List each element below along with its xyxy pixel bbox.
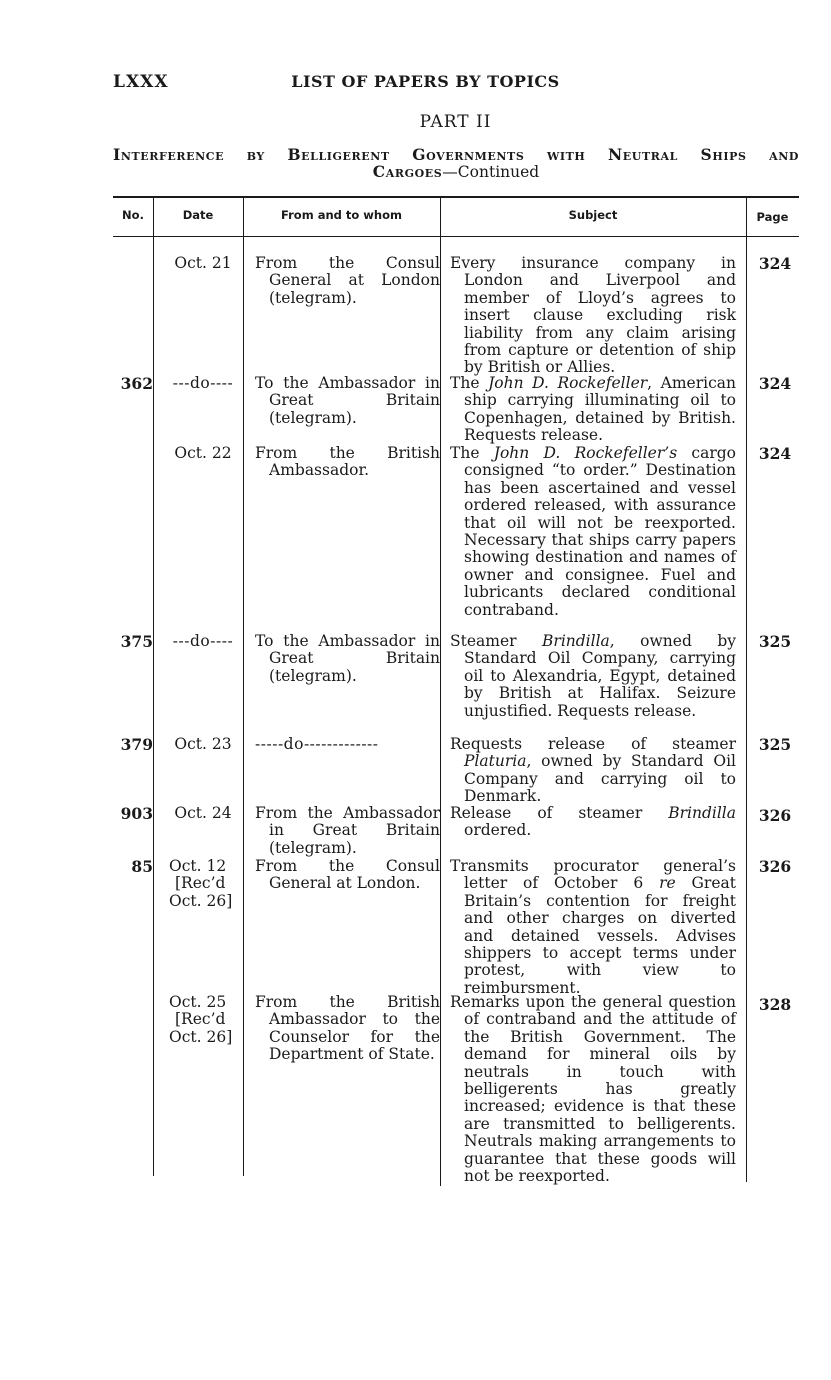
section-title bbox=[113, 146, 799, 181]
ship-name: John D. Rockefeller bbox=[488, 374, 648, 392]
subject-text: Transmits procurator general’s letter of October 6 bbox=[450, 857, 736, 893]
subject-text: Great Britain’s contention for freight and other charges on diverted and detained vessels. Advises shippers to accept terms under protest, with view to reimbursment. bbox=[464, 874, 736, 997]
date-line: Oct. 25 bbox=[169, 993, 227, 1011]
table-header-rule bbox=[113, 236, 799, 237]
row-subject bbox=[450, 736, 736, 806]
row-from: From the British Ambassador to the Counselor for the Department of State. bbox=[255, 993, 440, 1064]
ship-name: John D. Rockefeller’s bbox=[493, 444, 678, 462]
column-divider-2 bbox=[243, 196, 244, 1176]
date-received-line: Oct. 26] bbox=[169, 891, 233, 910]
row-date: Oct. 22 bbox=[174, 444, 232, 462]
row-date: Oct. 24 bbox=[174, 804, 232, 822]
date-received-line: Oct. 26] bbox=[169, 1027, 233, 1046]
row-page: 326 bbox=[758, 857, 792, 876]
subject-text: , owned by Standard Oil Company and carrying oil to Denmark. bbox=[464, 752, 736, 806]
subject-text: Steamer bbox=[450, 632, 543, 650]
row-number: 903 bbox=[120, 804, 153, 823]
column-header-date: Date bbox=[182, 208, 214, 222]
latin-term: re bbox=[659, 874, 676, 893]
subject-text: , owned by Standard Oil Company, carrying oil to Alexandria, Egypt, detained by British at Halifax. Seizure unjustified. Requests release. bbox=[464, 632, 737, 720]
subject-text: Requests release of steamer bbox=[450, 735, 736, 753]
row-date: Oct. 21 bbox=[174, 254, 232, 272]
row-subject bbox=[450, 633, 736, 720]
row-page: 324 bbox=[758, 374, 792, 393]
row-page: 324 bbox=[758, 254, 792, 273]
section-title-line2-rest: —Continued bbox=[442, 163, 540, 181]
row-from: To the Ambassador in Great Britain (telegram). bbox=[255, 374, 440, 427]
part-title: PART II bbox=[419, 112, 492, 132]
row-subject bbox=[450, 375, 736, 445]
section-title-line2-caps: Cargoes bbox=[372, 162, 443, 181]
row-number: 362 bbox=[120, 374, 153, 393]
row-date: ---do---- bbox=[172, 374, 234, 392]
column-divider-3 bbox=[440, 196, 441, 1186]
page-number: LXXX bbox=[113, 72, 169, 92]
subject-text: Release of steamer bbox=[450, 804, 669, 822]
date-line: Oct. 12 bbox=[169, 857, 227, 875]
subject-text: The bbox=[450, 374, 489, 392]
date-received-line: [Rec’d bbox=[175, 1010, 226, 1029]
row-page: 325 bbox=[758, 632, 792, 651]
column-divider-4 bbox=[746, 196, 747, 1182]
row-number: 375 bbox=[120, 632, 153, 651]
date-received-line: [Rec’d bbox=[175, 874, 226, 893]
row-from: To the Ambassador in Great Britain (telegram). bbox=[255, 632, 440, 685]
column-header-page: Page bbox=[756, 210, 789, 224]
column-divider-1 bbox=[153, 196, 154, 1176]
row-page: 324 bbox=[758, 444, 792, 463]
ship-name: Platuria bbox=[464, 752, 527, 771]
row-from: -----do------------- bbox=[255, 735, 379, 753]
row-date: Oct. 23 bbox=[174, 735, 232, 753]
section-title-line1: Interference by Belligerent Governments with Neutral Ships and bbox=[113, 145, 799, 164]
row-date bbox=[163, 858, 243, 910]
row-page: 325 bbox=[758, 735, 792, 754]
row-date: ---do---- bbox=[172, 632, 234, 650]
column-header-no: No. bbox=[122, 208, 144, 222]
row-from: From the Consul General at London (telegram). bbox=[255, 254, 440, 307]
row-from: From the Consul General at London. bbox=[255, 857, 440, 893]
row-page: 326 bbox=[758, 806, 792, 825]
row-from: From the Ambassador in Great Britain (telegram). bbox=[255, 804, 440, 857]
row-number: 379 bbox=[120, 735, 153, 754]
running-title: LIST OF PAPERS BY TOPICS bbox=[291, 72, 560, 91]
row-subject bbox=[450, 445, 736, 619]
subject-text: , American ship carrying illuminating oil to Copenhagen, detained by British. Requests release. bbox=[464, 374, 736, 445]
row-subject: Every insurance company in London and Liverpool and member of Lloyd’s agrees to insert clause excluding risk liability from any claim arising from capture or detention of ship by British or Allies. bbox=[450, 254, 736, 377]
ship-name: Brindilla bbox=[542, 632, 610, 650]
table-top-rule bbox=[113, 196, 799, 198]
ship-name: Brindilla bbox=[668, 804, 736, 822]
row-subject: Remarks upon the general question of contraband and the attitude of the British Government. The demand for mineral oils by neutrals in touch with belligerents has greatly increased; evidence is that these are transmitted to belligerents. Neutrals making arrangements to guarantee that these goods will not be reexported. bbox=[450, 993, 736, 1186]
subject-text: cargo consigned “to order.” Destination has been ascertained and vessel ordered released, with assurance that oil will not be reexported. Necessary that ships carry papers showing destination and names of owner and consignee. Fuel and lubricants declared conditional contraband. bbox=[464, 444, 737, 619]
column-header-subject: Subject bbox=[568, 208, 618, 222]
row-subject bbox=[450, 858, 736, 997]
row-from: From the British Ambassador. bbox=[255, 444, 440, 480]
row-page: 328 bbox=[758, 995, 792, 1014]
row-subject bbox=[450, 805, 736, 840]
row-date bbox=[163, 994, 243, 1046]
column-header-from: From and to whom bbox=[281, 208, 402, 222]
subject-text: ordered. bbox=[464, 821, 532, 840]
subject-text: The bbox=[450, 444, 494, 462]
row-number: 85 bbox=[131, 857, 153, 876]
